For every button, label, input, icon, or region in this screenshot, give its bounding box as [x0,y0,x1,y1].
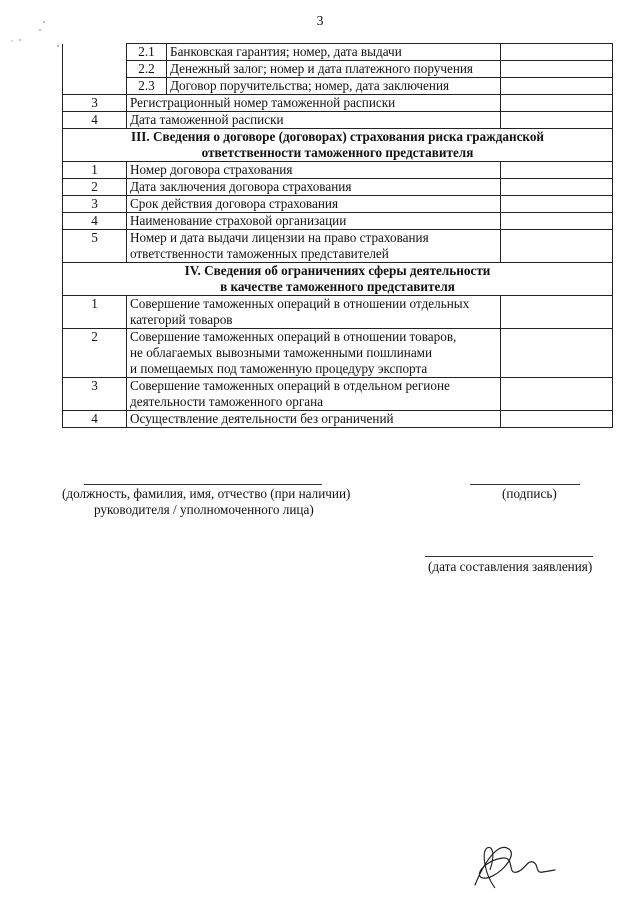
row-label-line: деятельности таможенного органа [130,394,324,409]
row-number: 3 [63,95,127,112]
date-line[interactable] [425,556,593,557]
value-cell[interactable] [501,162,613,179]
row-label: Номер договора страхования [127,162,501,179]
row-label-line: Совершение таможенных операций в отношении товаров, [130,329,457,344]
row-label [127,378,501,411]
signature-caption: (подпись) [502,486,557,501]
value-cell[interactable] [501,329,613,378]
row-number: 1 [63,162,127,179]
row-label [127,230,501,263]
row-label-line: Совершение таможенных операций в отношении отдельных [130,296,470,311]
position-caption-2: руководителя / уполномоченного лица) [94,502,314,517]
table-row [63,44,613,61]
row-number: 2 [63,329,127,378]
row-label: Банковская гарантия; номер, дата выдачи [167,44,501,61]
table-row [63,378,613,411]
table-row [63,230,613,263]
page-number: 3 [316,14,324,29]
table-row [63,411,613,428]
section-title-line: IV. Сведения об ограничениях сферы деятельности [184,263,491,278]
signature-line[interactable] [470,484,580,485]
table-row [63,162,613,179]
row-label: Регистрационный номер таможенной расписки [127,95,501,112]
application-table [62,43,613,428]
value-cell[interactable] [501,411,613,428]
section-title-line: в качестве таможенного представителя [220,279,455,294]
row-number: 1 [63,296,127,329]
row-number: 3 [63,196,127,213]
row-label: Дата таможенной расписки [127,112,501,129]
row-label-line: Номер и дата выдачи лицензии на право страхования [130,230,429,245]
table-row [63,179,613,196]
value-cell[interactable] [501,61,613,78]
row-label: Осуществление деятельности без ограничений [127,411,501,428]
position-signature-line[interactable] [84,484,322,485]
section-header [63,129,613,162]
row-label [127,296,501,329]
row-number: 4 [63,213,127,230]
scan-specks [0,0,70,60]
position-caption: (должность, фамилия, имя, отчество (при наличии) [62,486,351,501]
value-cell[interactable] [501,230,613,263]
row-number: 4 [63,112,127,129]
section-title-line: III. Сведения о договоре (договорах) страхования риска гражданской [130,129,545,144]
row-label-line: категорий товаров [130,312,233,327]
row-label: Договор поручительства; номер, дата заключения [167,78,501,95]
row-number: 2.2 [127,61,167,78]
section-title-line: ответственности таможенного представителя [201,145,474,160]
table-row [63,296,613,329]
table-row [63,95,613,112]
row-number: 2 [63,179,127,196]
table-row [63,329,613,378]
row-number: 2.3 [127,78,167,95]
row-number: 5 [63,230,127,263]
value-cell[interactable] [501,296,613,329]
value-cell[interactable] [501,78,613,95]
table-row [63,213,613,230]
value-cell[interactable] [501,213,613,230]
value-cell[interactable] [501,44,613,61]
row-label: Наименование страховой организации [127,213,501,230]
row-number: 2.1 [127,44,167,61]
row-number: 4 [63,411,127,428]
row-label [127,329,501,378]
row-label-line: Совершение таможенных операций в отдельном регионе [130,378,450,393]
row-label-line: и помещаемых под таможенную процедуру экспорта [130,361,428,376]
section-header [63,263,613,296]
table-row [63,196,613,213]
row-number: 3 [63,378,127,411]
date-caption: (дата составления заявления) [428,559,593,574]
table-row [63,61,613,78]
table-row [63,112,613,129]
row-label-line: не облагаемых вывозными таможенными пошлинами [130,345,433,360]
value-cell[interactable] [501,112,613,129]
row-label: Денежный залог; номер и дата платежного поручения [167,61,501,78]
row-label: Дата заключения договора страхования [127,179,501,196]
value-cell[interactable] [501,378,613,411]
handwritten-signature [455,830,565,900]
row-label-line: ответственности таможенных представителей [130,246,389,261]
value-cell[interactable] [501,179,613,196]
row-label: Срок действия договора страхования [127,196,501,213]
value-cell[interactable] [501,196,613,213]
value-cell[interactable] [501,95,613,112]
table-row [63,78,613,95]
